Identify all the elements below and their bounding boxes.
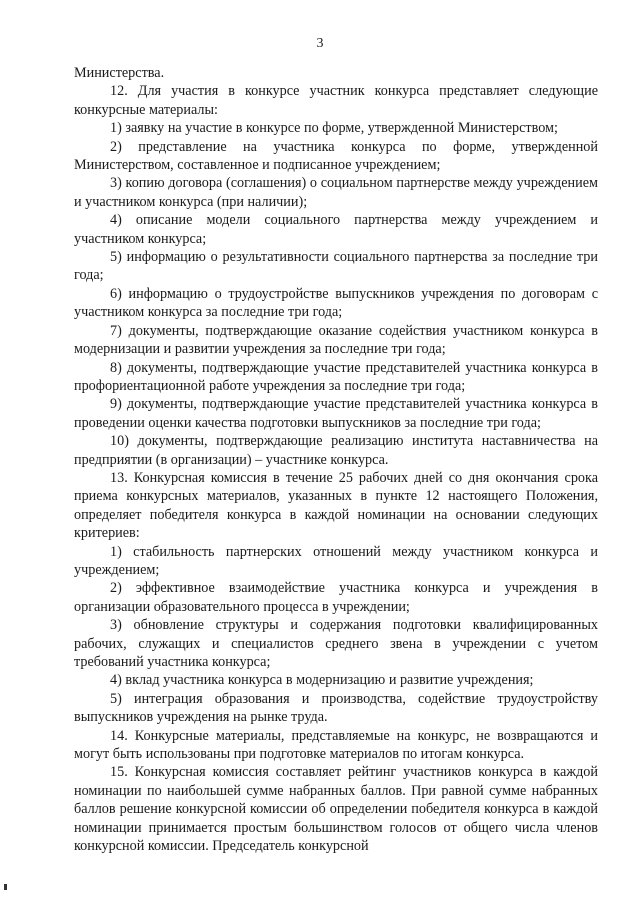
paragraph: 2) эффективное взаимодействие участника конкурса и учреждения в организации образовательного процесса в учреждении;	[74, 580, 598, 615]
paragraph: 13. Конкурсная комиссия в течение 25 рабочих дней со дня окончания срока приема конкурсных материалов, указанных в пункте 12 настоящего Положения, определяет победителя конкурса в каждой номинации на основании следующих критериев:	[74, 469, 598, 542]
paragraph: 1) стабильность партнерских отношений между участником конкурса и учреждением;	[74, 543, 598, 578]
paragraph: 7) документы, подтверждающие оказание содействия участником конкурса в модернизации и развитии учреждения за последние три года;	[74, 322, 598, 358]
paragraph: 14. Конкурсные материалы, представляемые на конкурс, не возвращаются и могут быть использованы при подготовке материалов по итогам конкурса.	[74, 727, 598, 763]
paragraph: 10) документы, подтверждающие реализацию института наставничества на предприятии (в организации) – участнике конкурса.	[74, 433, 598, 468]
paragraph: 5) интеграция образования и производства, содействие трудоустройству выпускников учреждения на рынке труда.	[74, 690, 598, 726]
document-body	[74, 64, 598, 855]
paragraph: 6) информацию о трудоустройстве выпускников учреждения по договорам с участником конкурса за последние три года;	[74, 285, 598, 321]
scan-artifact	[4, 884, 7, 890]
paragraph: 12. Для участия в конкурсе участник конкурса представляет следующие конкурсные материалы:	[74, 83, 598, 118]
paragraph: 3) копию договора (соглашения) о социальном партнерстве между учреждением и участником конкурса (при наличии);	[74, 175, 598, 210]
paragraph: 4) описание модели социального партнерства между учреждением и участником конкурса;	[74, 212, 598, 247]
paragraph: 9) документы, подтверждающие участие представителей участника конкурса в проведении оценки качества подготовки выпускников за последние три года;	[74, 396, 598, 431]
paragraph: 4) вклад участника конкурса в модернизацию и развитие учреждения;	[110, 672, 534, 689]
paragraph: 2) представление на участника конкурса по форме, утвержденной Министерством, составленное и подписанное учреждением;	[74, 138, 598, 174]
paragraph: Министерства.	[74, 65, 165, 81]
paragraph: 5) информацию о результативности социального партнерства за последние три года;	[74, 249, 598, 284]
paragraph: 8) документы, подтверждающие участие представителей участника конкурса в профориентационной работе учреждения за последние три года;	[74, 359, 598, 394]
paragraph: 15. Конкурсная комиссия составляет рейтинг участников конкурса в каждой номинации по наибольшей сумме набранных баллов. При равной сумме набранных баллов решение конкурсной комиссии об определении победителя конкурса в каждой номинации принимается простым большинством голосов от общего числа членов конкурсной комиссии. Председатель конкурсной	[74, 764, 598, 855]
page-number: 3	[316, 36, 324, 51]
paragraph: 3) обновление структуры и содержания подготовки квалифицированных рабочих, служащих и специалистов среднего звена в учреждении с учетом требований участника конкурса;	[74, 617, 598, 670]
paragraph: 1) заявку на участие в конкурсе по форме, утвержденной Министерством;	[110, 120, 558, 137]
